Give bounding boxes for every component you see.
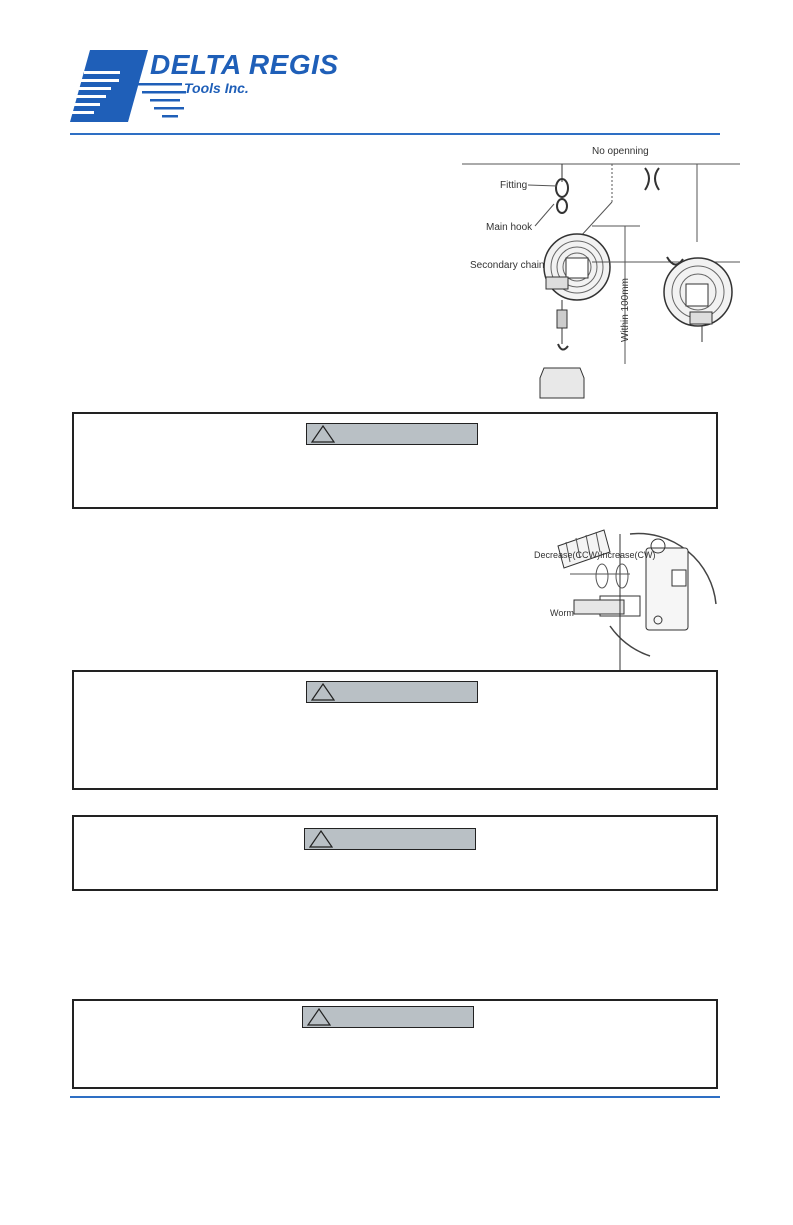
label-no-opening: No openning [592,146,649,157]
label-worm: Worm [550,608,574,618]
label-fitting: Fitting [500,180,528,191]
warning-triangle-icon [311,425,335,443]
warning-header-bar [306,423,478,445]
warning-triangle-icon [309,830,333,848]
warning-header-bar [306,681,478,703]
adjustment-diagram [530,516,718,670]
warning-box [72,815,718,891]
label-within: Within 100mm [620,278,631,342]
brand-subtitle: Tools Inc. [184,80,249,96]
warning-box [72,412,718,509]
label-secondary-chain: Secondary chain [470,260,545,271]
label-increase: Increase(CW) [600,550,656,560]
header-rule [70,133,720,135]
warning-header-bar [302,1006,474,1028]
footer-rule [70,1096,720,1098]
warning-box [72,670,718,790]
warning-box [72,999,718,1089]
warning-triangle-icon [311,683,335,701]
label-decrease: Decrease(CCW) [534,550,601,560]
warning-header-bar [304,828,476,850]
brand-name: DELTA REGIS [150,49,339,80]
installation-diagram [462,142,776,400]
label-main-hook: Main hook [486,222,533,233]
warning-triangle-icon [307,1008,331,1026]
